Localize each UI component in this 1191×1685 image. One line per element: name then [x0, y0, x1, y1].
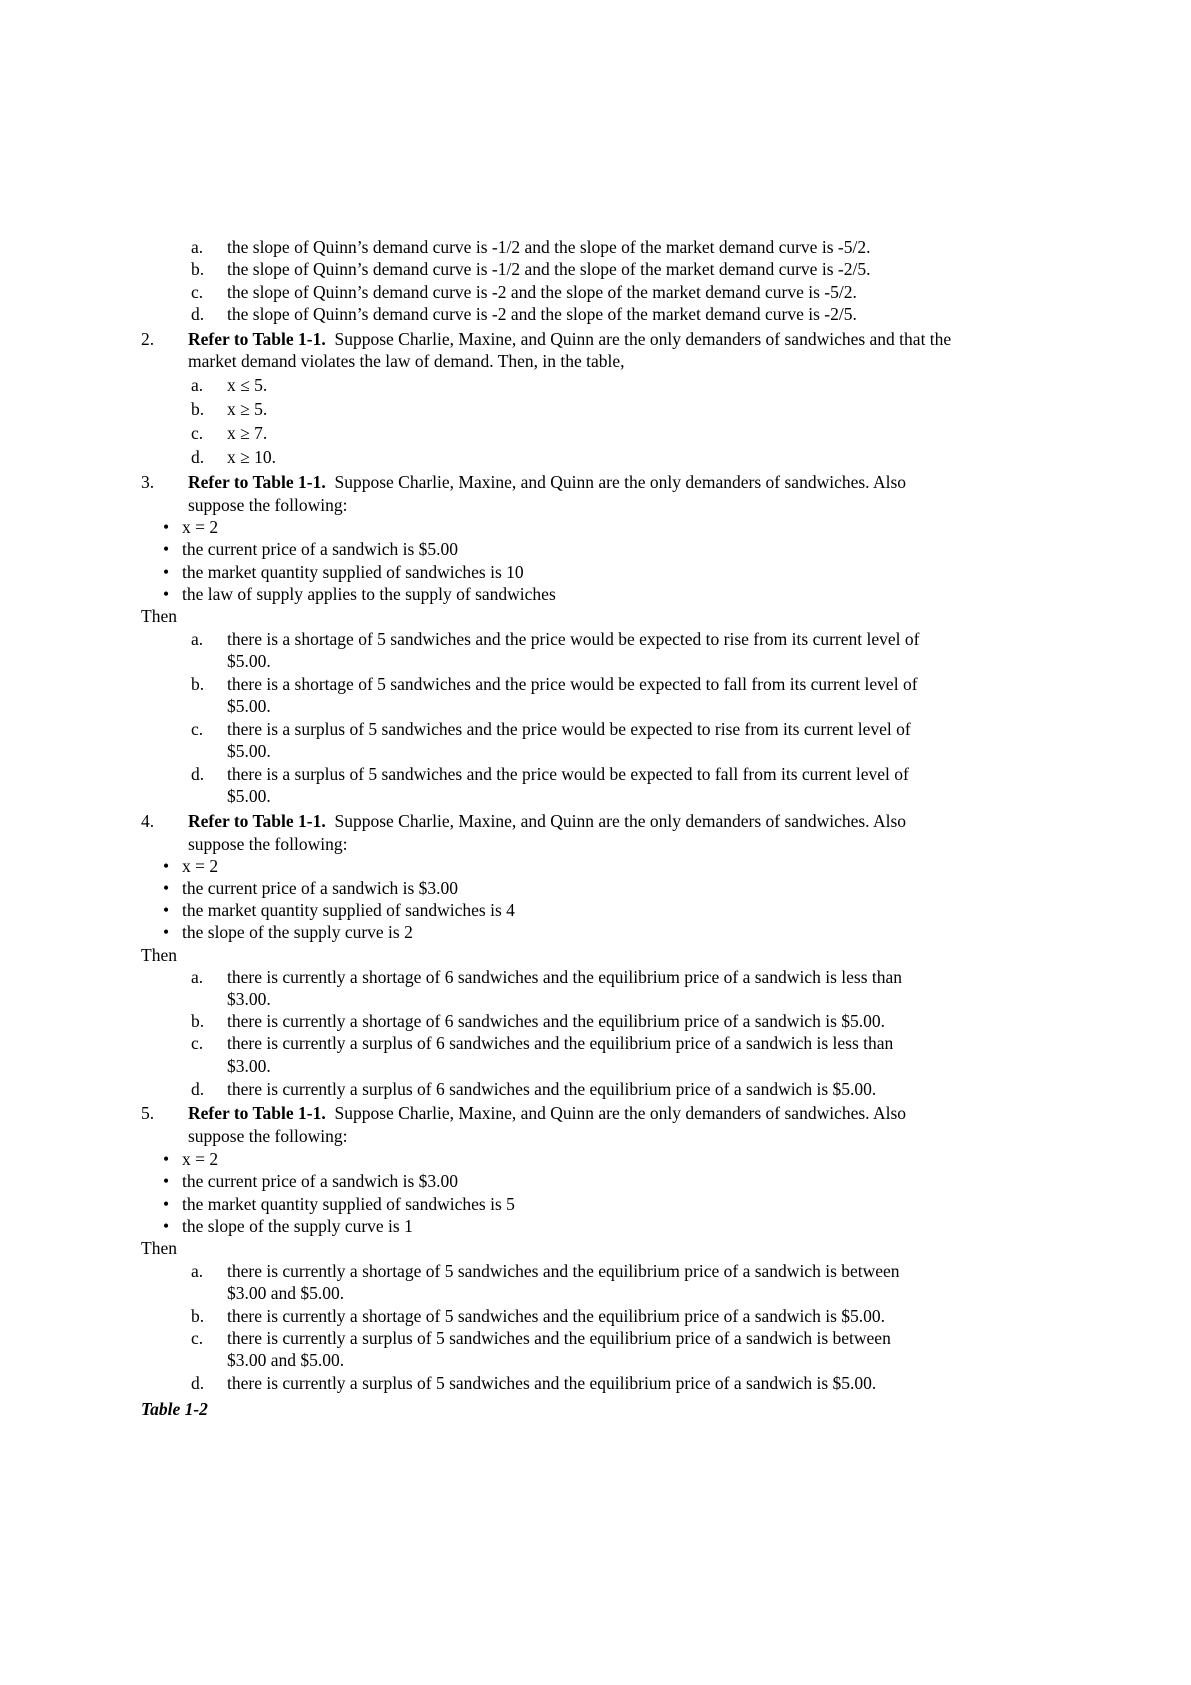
question-number: 2. — [141, 329, 155, 349]
choice-text: $3.00. — [227, 989, 271, 1009]
question-line: market demand violates the law of demand. Then, in the table, — [188, 351, 625, 371]
choice-text: $5.00. — [227, 741, 271, 761]
question-text — [188, 328, 951, 350]
then-text: Then — [141, 1238, 177, 1258]
choice-letter: c. — [191, 423, 204, 443]
question-text — [188, 810, 906, 832]
bullet-text: x = 2 — [182, 856, 219, 876]
table-caption: Table 1-2 — [141, 1399, 208, 1419]
choice-letter: d. — [191, 1079, 205, 1099]
choice-text: there is currently a surplus of 6 sandwiches and the equilibrium price of a sandwich is $5.00. — [227, 1079, 877, 1099]
question-line: Suppose Charlie, Maxine, and Quinn are the only demanders of sandwiches. Also — [334, 1103, 907, 1123]
bullet-icon: • — [163, 856, 170, 876]
choice-letter: a. — [191, 375, 204, 395]
choice-text: $3.00 and $5.00. — [227, 1283, 345, 1303]
bullet-text: the market quantity supplied of sandwiches is 4 — [182, 900, 515, 920]
bullet-text: the slope of the supply curve is 1 — [182, 1216, 413, 1236]
question-line: suppose the following: — [188, 495, 348, 515]
choice-text: there is currently a shortage of 6 sandwiches and the equilibrium price of a sandwich is $5.00. — [227, 1011, 886, 1031]
bullet-icon: • — [163, 922, 170, 942]
choice-text: $5.00. — [227, 651, 271, 671]
choice-letter: d. — [191, 304, 205, 324]
bullet-text: x = 2 — [182, 1149, 219, 1169]
question-line: Suppose Charlie, Maxine, and Quinn are the only demanders of sandwiches and that the — [334, 329, 952, 349]
choice-text: there is currently a shortage of 6 sandwiches and the equilibrium price of a sandwich is less than — [227, 967, 903, 987]
choice-letter: c. — [191, 282, 204, 302]
bullet-icon: • — [163, 900, 170, 920]
choice-text: there is currently a shortage of 5 sandwiches and the equilibrium price of a sandwich is between — [227, 1261, 900, 1281]
table-reference: Refer to Table 1-1. — [188, 811, 326, 831]
question-number: 4. — [141, 811, 155, 831]
bullet-icon: • — [163, 1171, 170, 1191]
choice-letter: c. — [191, 1328, 204, 1348]
bullet-icon: • — [163, 1194, 170, 1214]
choice-text: the slope of Quinn’s demand curve is -1/2 and the slope of the market demand curve is -2/5. — [227, 259, 871, 279]
bullet-icon: • — [163, 878, 170, 898]
then-text: Then — [141, 606, 177, 626]
choice-text: $3.00. — [227, 1056, 271, 1076]
bullet-text: the market quantity supplied of sandwiches is 5 — [182, 1194, 515, 1214]
choice-letter: d. — [191, 1373, 205, 1393]
choice-letter: b. — [191, 1306, 205, 1326]
table-reference: Refer to Table 1-1. — [188, 329, 326, 349]
choice-letter: c. — [191, 719, 204, 739]
choice-letter: c. — [191, 1033, 204, 1053]
choice-text: there is a surplus of 5 sandwiches and the price would be expected to fall from its current level of — [227, 764, 909, 784]
question-line: suppose the following: — [188, 1126, 348, 1146]
choice-text: there is currently a surplus of 5 sandwiches and the equilibrium price of a sandwich is between — [227, 1328, 891, 1348]
question-line: Suppose Charlie, Maxine, and Quinn are the only demanders of sandwiches. Also — [334, 472, 907, 492]
choice-text: $5.00. — [227, 696, 271, 716]
bullet-text: the current price of a sandwich is $3.00 — [182, 878, 459, 898]
choice-text: there is currently a surplus of 5 sandwiches and the equilibrium price of a sandwich is $5.00. — [227, 1373, 877, 1393]
choice-letter: b. — [191, 1011, 205, 1031]
choice-text: x ≥ 5. — [227, 399, 268, 419]
choice-text: there is currently a surplus of 6 sandwiches and the equilibrium price of a sandwich is less than — [227, 1033, 894, 1053]
bullet-icon: • — [163, 517, 170, 537]
bullet-text: the current price of a sandwich is $5.00 — [182, 539, 459, 559]
choice-text: there is a shortage of 5 sandwiches and the price would be expected to fall from its current level of — [227, 674, 918, 694]
choice-text: there is a surplus of 5 sandwiches and the price would be expected to rise from its current level of — [227, 719, 911, 739]
choice-text: x ≥ 10. — [227, 447, 276, 467]
bullet-text: the market quantity supplied of sandwiches is 10 — [182, 562, 524, 582]
bullet-text: the current price of a sandwich is $3.00 — [182, 1171, 459, 1191]
bullet-text: the slope of the supply curve is 2 — [182, 922, 413, 942]
question-text — [188, 1102, 906, 1124]
choice-letter: d. — [191, 447, 205, 467]
choice-text: the slope of Quinn’s demand curve is -1/2 and the slope of the market demand curve is -5/2. — [227, 237, 871, 257]
choice-text: x ≤ 5. — [227, 375, 268, 395]
bullet-icon: • — [163, 562, 170, 582]
question-text — [188, 471, 906, 493]
choice-letter: b. — [191, 259, 205, 279]
bullet-icon: • — [163, 584, 170, 604]
question-line: suppose the following: — [188, 834, 348, 854]
bullet-icon: • — [163, 539, 170, 559]
choice-letter: a. — [191, 967, 204, 987]
choice-letter: d. — [191, 764, 205, 784]
bullet-text: x = 2 — [182, 517, 219, 537]
choice-letter: a. — [191, 237, 204, 257]
question-line: Suppose Charlie, Maxine, and Quinn are the only demanders of sandwiches. Also — [334, 811, 907, 831]
choice-letter: a. — [191, 1261, 204, 1281]
bullet-icon: • — [163, 1149, 170, 1169]
question-number: 3. — [141, 472, 155, 492]
question-number: 5. — [141, 1103, 155, 1123]
choice-text: $3.00 and $5.00. — [227, 1350, 345, 1370]
then-text: Then — [141, 945, 177, 965]
choice-text: x ≥ 7. — [227, 423, 268, 443]
bullet-icon: • — [163, 1216, 170, 1236]
choice-letter: b. — [191, 674, 205, 694]
choice-text: the slope of Quinn’s demand curve is -2 and the slope of the market demand curve is -2/5. — [227, 304, 857, 324]
choice-text: $5.00. — [227, 786, 271, 806]
choice-text: there is currently a shortage of 5 sandwiches and the equilibrium price of a sandwich is $5.00. — [227, 1306, 886, 1326]
choice-text: the slope of Quinn’s demand curve is -2 and the slope of the market demand curve is -5/2. — [227, 282, 857, 302]
choice-letter: a. — [191, 629, 204, 649]
bullet-text: the law of supply applies to the supply of sandwiches — [182, 584, 556, 604]
table-reference: Refer to Table 1-1. — [188, 1103, 326, 1123]
choice-text: there is a shortage of 5 sandwiches and the price would be expected to rise from its current level of — [227, 629, 920, 649]
table-reference: Refer to Table 1-1. — [188, 472, 326, 492]
choice-letter: b. — [191, 399, 205, 419]
